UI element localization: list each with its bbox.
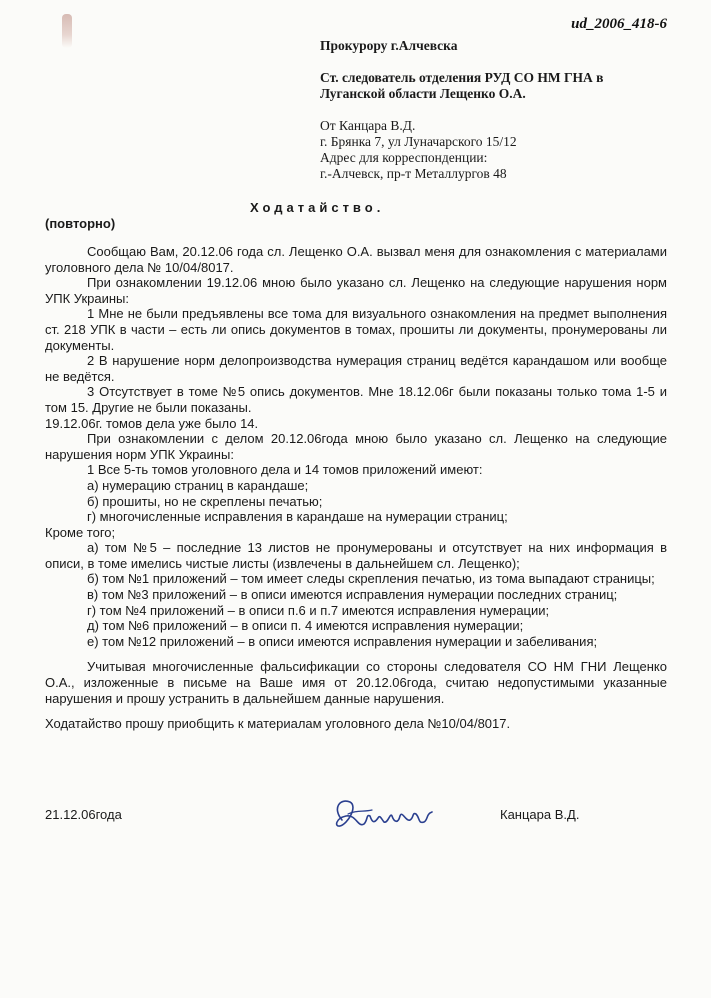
ink-smudge xyxy=(62,14,72,48)
addressee-investigator-line1: Ст. следователь отделения РУД СО НМ ГНА в xyxy=(320,70,604,85)
repeat-note: (повторно) xyxy=(45,216,116,231)
addressee-investigator-line2: Луганской области Лещенко О.А. xyxy=(320,86,526,101)
correspondence-label: Адрес для корреспонденции: xyxy=(320,150,488,165)
document-body xyxy=(45,244,667,732)
addressee-prosecutor: Прокурору г.Алчевска xyxy=(320,38,458,53)
addressee-block xyxy=(320,38,680,182)
body-paragraph: 3 Отсутствует в томе №5 опись документов. Мне 18.12.06г были показаны только тома 1-5 и том 15. Другие не были показаны. xyxy=(45,384,667,415)
body-paragraph: 1 Все 5-ть томов уголовного дела и 14 томов приложений имеют: xyxy=(87,462,483,478)
list-item: в) том №3 приложений – в описи имеются исправления нумерации последних страниц; xyxy=(87,587,618,603)
body-paragraph: Ходатайство прошу приобщить к материалам уголовного дела №10/04/8017. xyxy=(45,716,511,732)
body-paragraph: Учитывая многочисленные фальсификации со стороны следователя СО НМ ГНИ Лещенко О.А., изложенные в письме на Ваше имя от 20.12.06года, считаю недопустимыми указанные нарушения и прошу устранить в дальнейшем данные нарушения. xyxy=(45,659,667,706)
correspondence-address: г.-Алчевск, пр-т Металлургов 48 xyxy=(320,166,507,181)
handwritten-signature xyxy=(328,790,448,840)
body-paragraph: Сообщаю Вам, 20.12.06 года сл. Лещенко О.А. вызвал меня для ознакомления с материалами уголовного дела № 10/04/8017. xyxy=(45,244,667,275)
list-item: б) прошиты, но не скреплены печатью; xyxy=(87,493,323,509)
sender-name: От Канцара В.Д. xyxy=(320,118,416,133)
list-item: д) том №6 приложений – в описи п. 4 имеются исправления нумерации; xyxy=(87,618,524,634)
body-paragraph: 1 Мне не были предъявлены все тома для визуального ознакомления на предмет выполнения ст. 218 УПК в части – есть ли опись документов в томах, прошиты ли документы, пронумерованы ли документы. xyxy=(45,306,667,353)
list-item: б) том №1 приложений – том имеет следы скрепления печатью, из тома выпадают страницы; xyxy=(87,571,655,587)
document-title: Ходатайство. xyxy=(250,200,385,215)
body-paragraph: Кроме того; xyxy=(45,524,116,540)
body-paragraph: При ознакомлении с делом 20.12.06года мною было указано сл. Лещенко на следующие нарушения норм УПК Украины: xyxy=(45,431,667,462)
body-paragraph: 2 В нарушение норм делопроизводства нумерация страниц ведётся карандашом или вообще не ведётся. xyxy=(45,353,667,384)
reference-code: ud_2006_418-6 xyxy=(571,16,667,32)
list-item: г) многочисленные исправления в карандаше на нумерации страниц; xyxy=(87,509,508,525)
body-paragraph: 19.12.06г. томов дела уже было 14. xyxy=(45,415,259,431)
document-date: 21.12.06года xyxy=(45,807,122,822)
list-item: а) том №5 – последние 13 листов не пронумерованы и отсутствует на них информация в описи, в томе имелись чистые листы (извлечены в дальнейшем сл. Лещенко); xyxy=(45,540,667,571)
list-item: е) том №12 приложений – в описи имеются исправления нумерации и забеливания; xyxy=(87,633,598,649)
signer-name: Канцара В.Д. xyxy=(500,807,580,822)
sender-address: г. Брянка 7, ул Луначарского 15/12 xyxy=(320,134,517,149)
list-item: а) нумерацию страниц в карандаше; xyxy=(87,477,309,493)
list-item: г) том №4 приложений – в описи п.6 и п.7 имеются исправления нумерации; xyxy=(87,602,550,618)
body-paragraph: При ознакомлении 19.12.06 мною было указано сл. Лещенко на следующие нарушения норм УПК Украины: xyxy=(45,275,667,306)
